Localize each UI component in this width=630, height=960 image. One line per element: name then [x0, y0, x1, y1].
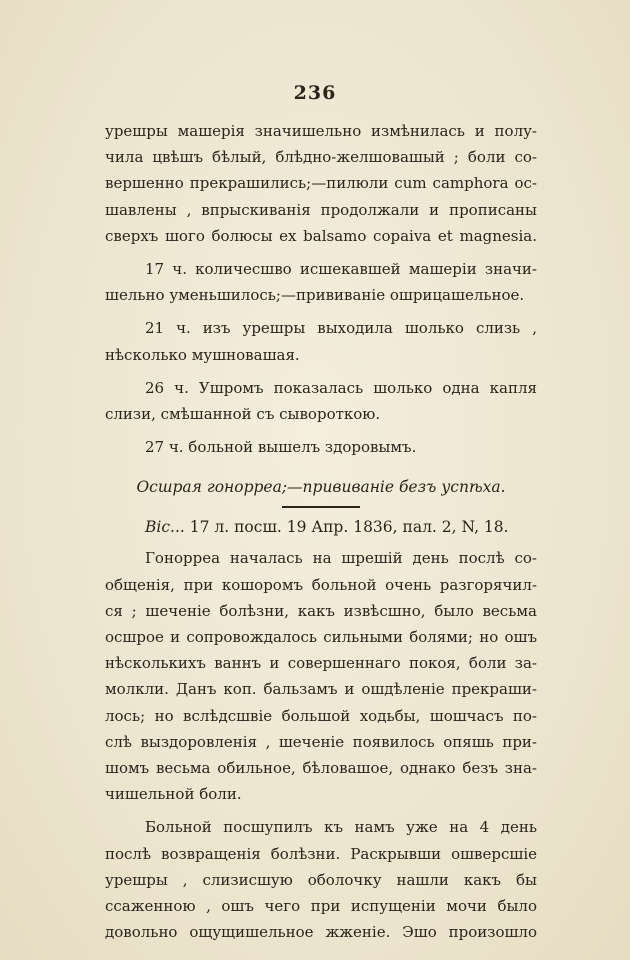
text-line: 27 ч. больной вышелъ здоровымъ.	[145, 438, 417, 457]
text-line: 17 ч. количесшво исшекавшей машеріи значи-	[145, 260, 537, 279]
text-line: шавлены , впрыскиванія продолжали и прописаны	[105, 200, 537, 219]
text-line: довольно ощущишельное жженіе. Эшо произошло	[105, 923, 537, 942]
text-line: Больной посшупилъ къ намъ уже на 4 день	[145, 818, 537, 837]
text-line: чила цвѣшъ бѣлый, блѣдно-желшовашый ; боли со-	[105, 148, 537, 167]
paragraph	[105, 256, 537, 308]
paragraph	[105, 434, 537, 460]
text-line: 21 ч. изъ урешры выходила шолько слизь ,	[145, 319, 537, 338]
paragraph	[105, 545, 537, 807]
text-line: общенія, при кошоромъ больной очень разгорячил-	[105, 575, 537, 594]
paragraph	[105, 315, 537, 367]
text-line: Гонорреа началась на шрешій день послѣ со-	[145, 549, 537, 568]
text-line: сверхъ шого болюсы ex balsamo copaiva et magnesia.	[105, 226, 537, 245]
text-line: шомъ весьма обильное, бѣловашое, однако безъ зна-	[105, 759, 537, 778]
text-line: 26 ч. Ушромъ показалась шолько одна капля	[145, 378, 537, 397]
text-line: слѣ выздоровленія , шеченіе появилось опяшь при-	[105, 732, 537, 751]
divider	[282, 506, 360, 508]
text-line: ссаженною , ошъ чего при испущеніи мочи было	[105, 897, 537, 916]
paragraph	[105, 814, 537, 945]
text-line: осшрое и сопровождалось сильными болями; но ошъ	[105, 628, 537, 647]
section-heading: Осшрая гонорреа;—прививаніе безъ успѣха.	[136, 478, 506, 497]
paragraph	[105, 375, 537, 427]
case-header	[105, 514, 537, 540]
patient-name: Віс...	[145, 518, 185, 537]
text-line: урешры , слизисшую оболочку нашли какъ бы	[105, 870, 537, 889]
text-line: слизи, смѣшанной съ сывороткою.	[105, 405, 381, 424]
page-number: 236	[293, 82, 337, 104]
text-line: нѣсколько мушновашая.	[105, 345, 300, 364]
text-line: урешры машерія значишельно измѣнилась и полу-	[105, 122, 537, 140]
paragraph	[105, 118, 537, 249]
text-line: послѣ возвращенія болѣзни. Раскрывши ошверсшіе	[105, 844, 537, 863]
text-line: лось; но вслѣдсшвіе большой ходьбы, шошчасъ по-	[105, 706, 537, 725]
text-line: вершенно прекрашились;—пилюли cum camphora ос-	[105, 174, 537, 193]
text-line: молкли. Данъ коп. бальзамъ и ошдѣленіе прекраши-	[105, 680, 537, 699]
case-details: 17 л. посш. 19 Апр. 1836, пал. 2, N, 18.	[189, 518, 509, 537]
text-line: чишельной боли.	[105, 785, 242, 804]
text-line: нѣсколькихъ ваннъ и совершеннаго покоя, боли за-	[105, 654, 537, 673]
text-line: шельно уменьшилось;—прививаніе ошрицашельное.	[105, 286, 525, 305]
body-text	[105, 118, 537, 945]
text-line: ся ; шеченіе болѣзни, какъ извѣсшно, было весьма	[105, 601, 537, 620]
